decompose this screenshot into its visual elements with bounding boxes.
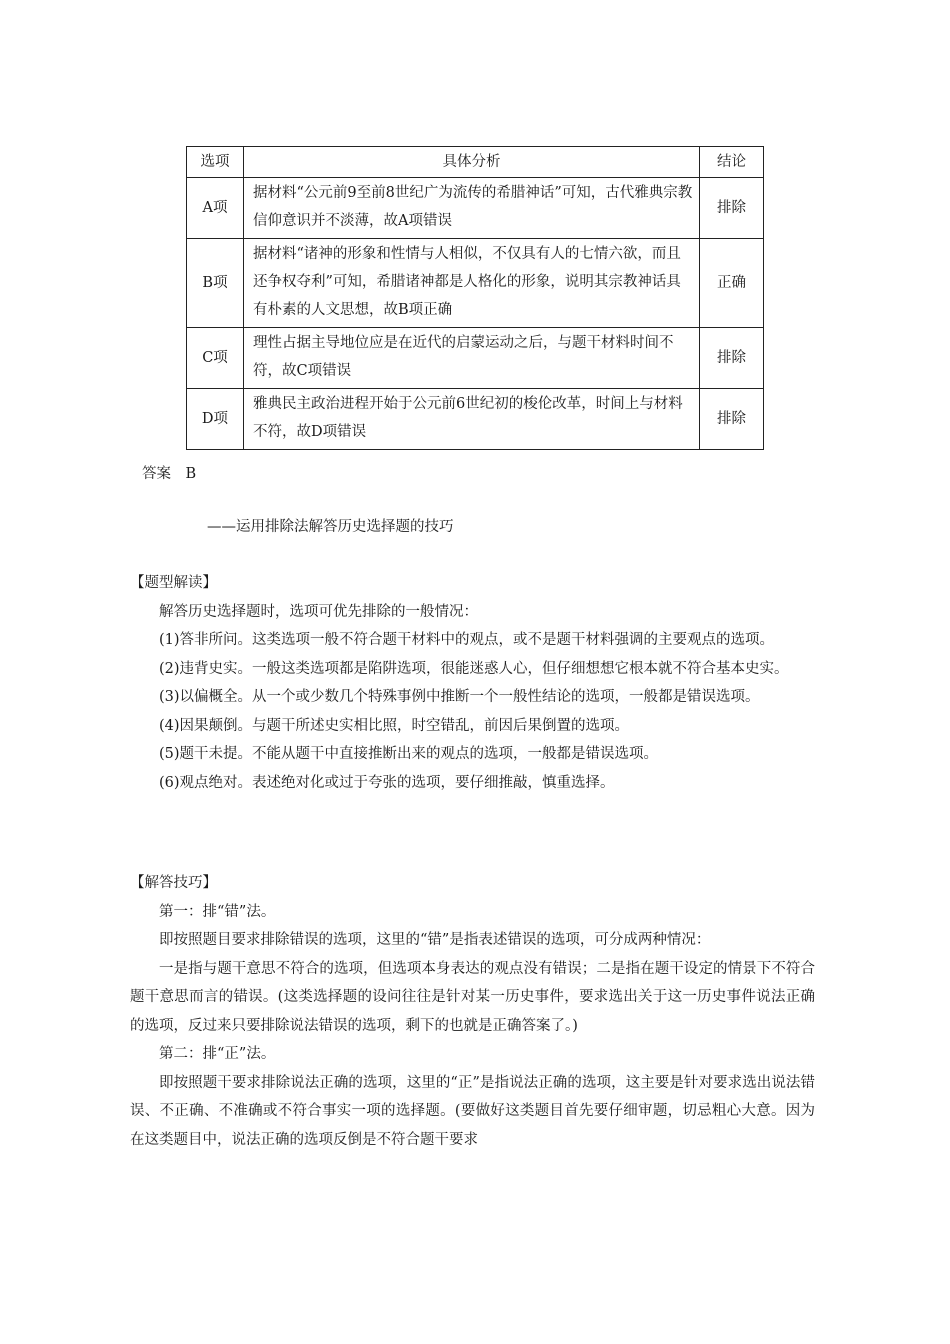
analysis-cell: 理性占据主导地位应是在近代的启蒙运动之后，与题干材料时间不符，故C项错误 [244, 328, 700, 389]
header-option: 选项 [187, 147, 244, 178]
option-cell: A项 [187, 178, 244, 239]
answer-line: 答案 B [142, 466, 197, 482]
conclusion-cell: 排除 [700, 178, 764, 239]
analysis-cell: 据材料“公元前9至前8世纪广为流传的希腊神话”可知，古代雅典宗教信仰意识并不淡薄，故A项错误 [244, 178, 700, 239]
section-answer-skills [130, 869, 815, 1154]
analysis-cell: 据材料“诸神的形象和性情与人相似，不仅具有人的七情六欲，而且还争权夺利”可知，希腊诸神都是人格化的形象，说明其宗教神话具有朴素的人文思想，故B项正确 [244, 239, 700, 328]
paragraph: (5)题干未提。不能从题干中直接推断出来的观点的选项，一般都是错误选项。 [159, 746, 659, 762]
table-row [187, 178, 764, 239]
option-cell: D项 [187, 389, 244, 450]
section-heading: 【解答技巧】 [130, 875, 217, 891]
conclusion-cell: 排除 [700, 328, 764, 389]
section-heading: 【题型解读】 [130, 575, 217, 591]
paragraph: (4)因果颠倒。与题干所述史实相比照，时空错乱，前因后果倒置的选项。 [159, 717, 630, 734]
analysis-table [186, 146, 764, 450]
paragraph: 一是指与题干意思不符合的选项，但选项本身表达的观点没有错误；二是指在题干设定的情景下不符合题干意思而言的错误。(这类选择题的设问往往是针对某一历史事件，要求选出关于这一历史事件说法正确的选项，反过来只要排除说法错误的选项，剩下的也就是正确答案了。) [130, 960, 815, 1034]
header-analysis: 具体分析 [244, 147, 700, 178]
paragraph: (6)观点绝对。表述绝对化或过于夸张的选项，要仔细推敲，慎重选择。 [159, 774, 615, 791]
paragraph: 第一：排“错”法。 [159, 903, 276, 920]
table-header-row [187, 147, 764, 178]
option-cell: B项 [187, 239, 244, 328]
paragraph: (3)以偏概全。从一个或少数几个特殊事例中推断一个一般性结论的选项，一般都是错误选项。 [159, 689, 760, 705]
subtitle: ——运用排除法解答历史选择题的技巧 [207, 519, 454, 535]
table-row [187, 389, 764, 450]
header-conclusion: 结论 [700, 147, 764, 178]
analysis-cell: 雅典民主政治进程开始于公元前6世纪初的梭伦改革，时间上与材料不符，故D项错误 [244, 389, 700, 450]
option-cell: C项 [187, 328, 244, 389]
paragraph: 第二：排“正”法。 [159, 1046, 276, 1062]
paragraph: (2)违背史实。一般这类选项都是陷阱选项，很能迷惑人心，但仔细想想它根本就不符合基本史实。 [159, 660, 789, 677]
paragraph: 解答历史选择题时，选项可优先排除的一般情况： [159, 603, 478, 620]
paragraph: 即按照题目要求排除错误的选项，这里的“错”是指表述错误的选项，可分成两种情况： [159, 932, 711, 948]
paragraph: (1)答非所问。这类选项一般不符合题干材料中的观点，或不是题干材料强调的主要观点的选项。 [159, 632, 775, 648]
conclusion-cell: 正确 [700, 239, 764, 328]
section-question-type [130, 569, 815, 797]
conclusion-cell: 排除 [700, 389, 764, 450]
table-row [187, 239, 764, 328]
table-row [187, 328, 764, 389]
paragraph: 即按照题干要求排除说法正确的选项，这里的“正”是指说法正确的选项，这主要是针对要求选出说法错误、不正确、不准确或不符合事实一项的选择题。(要做好这类题目首先要仔细审题，切忌粗心大意。因为在这类题目中，说法正确的选项反倒是不符合题干要求 [130, 1074, 815, 1148]
